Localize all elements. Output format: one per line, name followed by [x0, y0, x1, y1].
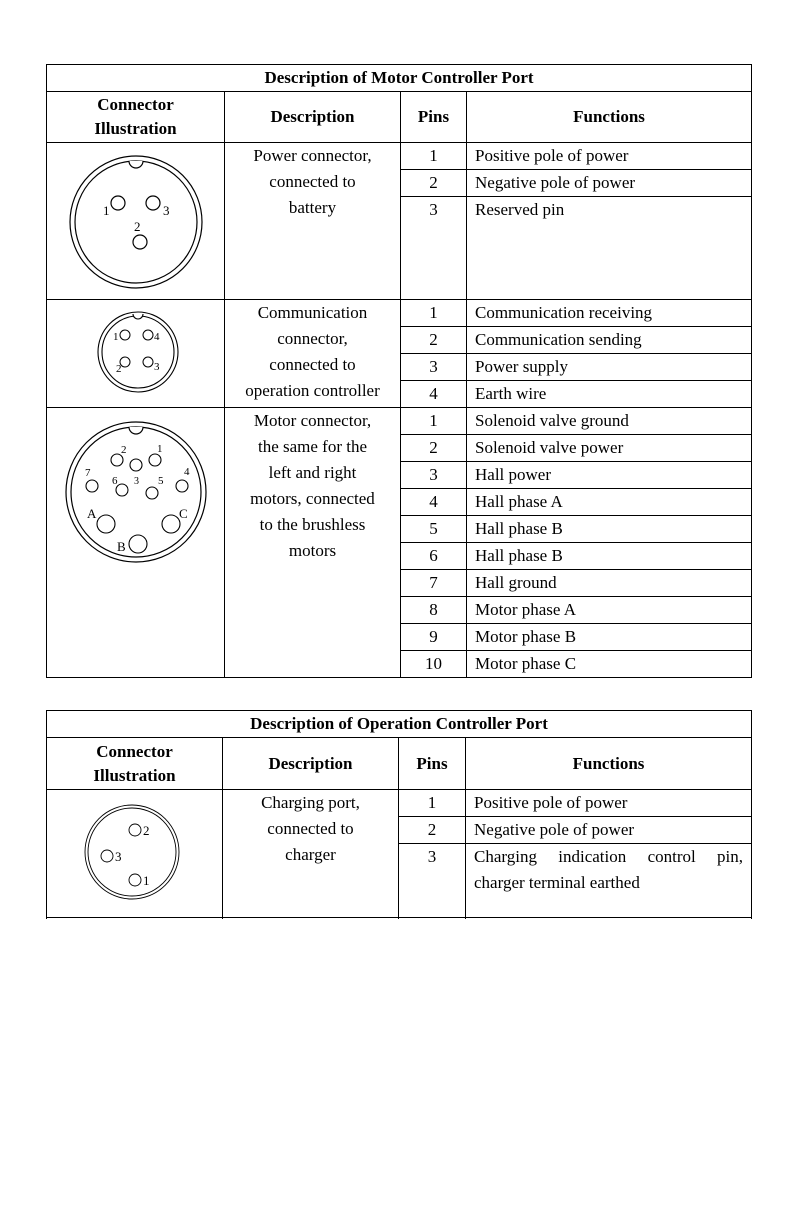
motor-connector-illustration	[47, 408, 225, 678]
pin-label: 3	[115, 849, 122, 864]
communication-connector-icon	[47, 300, 225, 404]
pin-label: 2	[134, 219, 141, 234]
pin-number: 3	[401, 354, 467, 381]
pin-number: 2	[401, 435, 467, 462]
pin-number: 3	[401, 462, 467, 489]
pin-function: Charging indication control pin, charger terminal earthed	[466, 844, 752, 919]
motor-controller-table	[46, 64, 752, 678]
pin-function: Positive pole of power	[466, 790, 752, 817]
table-title: Description of Operation Controller Port	[47, 711, 752, 738]
pin-number: 9	[401, 624, 467, 651]
power-connector-description: Power connector, connected to battery	[225, 143, 401, 300]
header-functions: Functions	[466, 738, 752, 790]
pin-label: 3	[154, 361, 160, 373]
pin-function: Negative pole of power	[467, 170, 752, 197]
pin-number: 2	[401, 327, 467, 354]
pin-function: Earth wire	[467, 381, 752, 408]
pin-label: 4	[184, 466, 190, 478]
header-description: Description	[223, 738, 399, 790]
pin-label: 2	[121, 444, 127, 456]
motor-connector-description: Motor connector, the same for the left and right motors, connected to the brushless motors	[225, 408, 401, 678]
pin-number: 5	[401, 516, 467, 543]
pin-function: Negative pole of power	[466, 817, 752, 844]
pin-function: Power supply	[467, 354, 752, 381]
pin-function: Hall phase B	[467, 516, 752, 543]
pin-label: 3	[163, 203, 170, 218]
header-description: Description	[225, 92, 401, 143]
communication-connector-illustration	[47, 300, 225, 408]
pin-label: 2	[143, 823, 150, 838]
pin-function: Solenoid valve power	[467, 435, 752, 462]
pin-function: Positive pole of power	[467, 143, 752, 170]
pin-function: Reserved pin	[467, 197, 752, 300]
pin-number: 4	[401, 489, 467, 516]
motor-connector-icon	[47, 408, 225, 673]
header-illustration: Connector Illustration	[47, 92, 225, 143]
pin-label: 1	[113, 331, 119, 343]
pin-number: 1	[401, 408, 467, 435]
power-connector-illustration	[47, 143, 225, 300]
pin-label: 4	[154, 331, 160, 343]
pin-label: 6	[112, 475, 118, 487]
pin-function: Solenoid valve ground	[467, 408, 752, 435]
pin-number: 6	[401, 543, 467, 570]
pin-label: 5	[158, 475, 164, 487]
header-functions: Functions	[467, 92, 752, 143]
table-title: Description of Motor Controller Port	[47, 65, 752, 92]
pin-number: 1	[401, 300, 467, 327]
charging-port-icon	[47, 790, 223, 917]
pin-number: 8	[401, 597, 467, 624]
pin-label: 3	[134, 476, 139, 487]
pin-function: Communication receiving	[467, 300, 752, 327]
bottom-rule	[46, 917, 751, 918]
pin-label: A	[87, 506, 97, 521]
pin-label: 1	[157, 443, 163, 455]
header-pins: Pins	[399, 738, 466, 790]
pin-number: 1	[401, 143, 467, 170]
pin-label: C	[179, 506, 188, 521]
operation-controller-table	[46, 710, 752, 919]
pin-label: 7	[85, 467, 91, 479]
charging-port-description: Charging port, connected to charger	[223, 790, 399, 919]
pin-number: 4	[401, 381, 467, 408]
pin-function: Hall power	[467, 462, 752, 489]
pin-function: Motor phase A	[467, 597, 752, 624]
pin-number: 2	[401, 170, 467, 197]
header-illustration: Connector Illustration	[47, 738, 223, 790]
pin-label: 1	[143, 873, 150, 888]
pin-function: Communication sending	[467, 327, 752, 354]
pin-number: 7	[401, 570, 467, 597]
power-connector-icon	[47, 143, 225, 298]
pin-label: 1	[103, 203, 110, 218]
pin-number: 2	[399, 817, 466, 844]
pin-function: Hall phase A	[467, 489, 752, 516]
pin-number: 3	[401, 197, 467, 300]
charging-port-illustration	[47, 790, 223, 919]
pin-number: 3	[399, 844, 466, 919]
header-pins: Pins	[401, 92, 467, 143]
pin-function: Hall phase B	[467, 543, 752, 570]
pin-function: Motor phase C	[467, 651, 752, 678]
pin-label: 2	[116, 363, 122, 375]
pin-number: 1	[399, 790, 466, 817]
communication-connector-description: Communication connector, connected to operation controller	[225, 300, 401, 408]
pin-function: Hall ground	[467, 570, 752, 597]
pin-function: Motor phase B	[467, 624, 752, 651]
pin-number: 10	[401, 651, 467, 678]
pin-label: B	[117, 539, 126, 554]
